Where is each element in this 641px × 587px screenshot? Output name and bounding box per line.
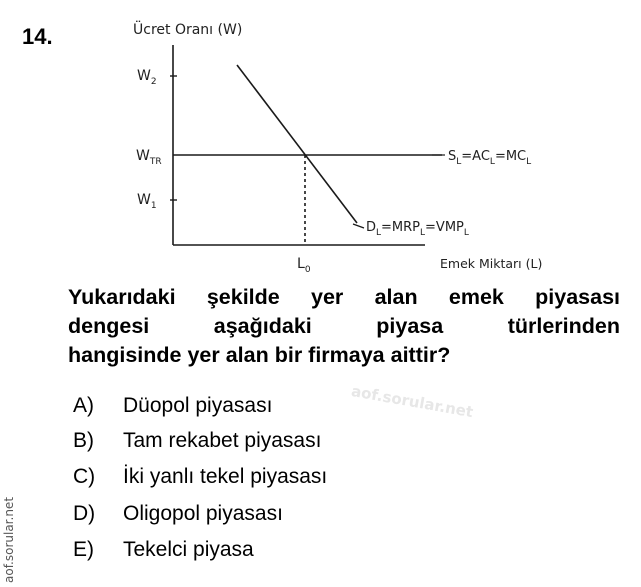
option-c-letter: C) bbox=[73, 465, 96, 488]
question-line-2: dengesi aşağıdaki piyasa türlerinden bbox=[68, 314, 620, 338]
option-d-text: Oligopol piyasası bbox=[123, 502, 283, 525]
option-d-letter: D) bbox=[73, 502, 96, 525]
question-number: 14. bbox=[22, 24, 53, 49]
option-b-letter: B) bbox=[73, 429, 94, 452]
question-line-3: hangisinde yer alan bir firmaya aittir? bbox=[68, 343, 451, 367]
watermark-diagonal: aof.sorular.net bbox=[349, 382, 475, 422]
labor-market-graph bbox=[0, 0, 641, 280]
watermark-vertical: aof.sorular.net bbox=[2, 496, 16, 583]
option-c[interactable] bbox=[73, 465, 327, 489]
option-a-text: Düopol piyasası bbox=[123, 394, 273, 417]
question-text bbox=[68, 283, 620, 370]
option-a[interactable] bbox=[73, 394, 272, 418]
label-l0: $L_0$ bbox=[297, 256, 311, 275]
label-wtr: $W_{TR}$ bbox=[136, 148, 162, 167]
demand-curve bbox=[237, 65, 357, 223]
label-w2: $W_2$ bbox=[137, 68, 157, 87]
x-axis-label: Emek Miktarı (L) bbox=[440, 256, 543, 271]
option-b-text: Tam rekabet piyasası bbox=[123, 429, 322, 452]
option-b[interactable] bbox=[73, 429, 321, 453]
option-d[interactable] bbox=[73, 502, 283, 526]
option-e[interactable] bbox=[73, 538, 254, 562]
option-e-letter: E) bbox=[73, 538, 94, 561]
supply-label: $S_L=AC_L=MC_L$ bbox=[448, 149, 532, 167]
demand-label: $D_L=MRP_L=VMP_L$ bbox=[366, 220, 469, 238]
demand-leader bbox=[353, 224, 364, 228]
question-line-1: Yukarıdaki şekilde yer alan emek piyasası bbox=[68, 285, 620, 309]
y-axis-label: Ücret Oranı (W) bbox=[133, 22, 243, 38]
option-c-text: İki yanlı tekel piyasası bbox=[123, 465, 328, 488]
option-e-text: Tekelci piyasa bbox=[123, 538, 254, 561]
label-w1: $W_1$ bbox=[137, 192, 157, 211]
option-a-letter: A) bbox=[73, 394, 94, 417]
